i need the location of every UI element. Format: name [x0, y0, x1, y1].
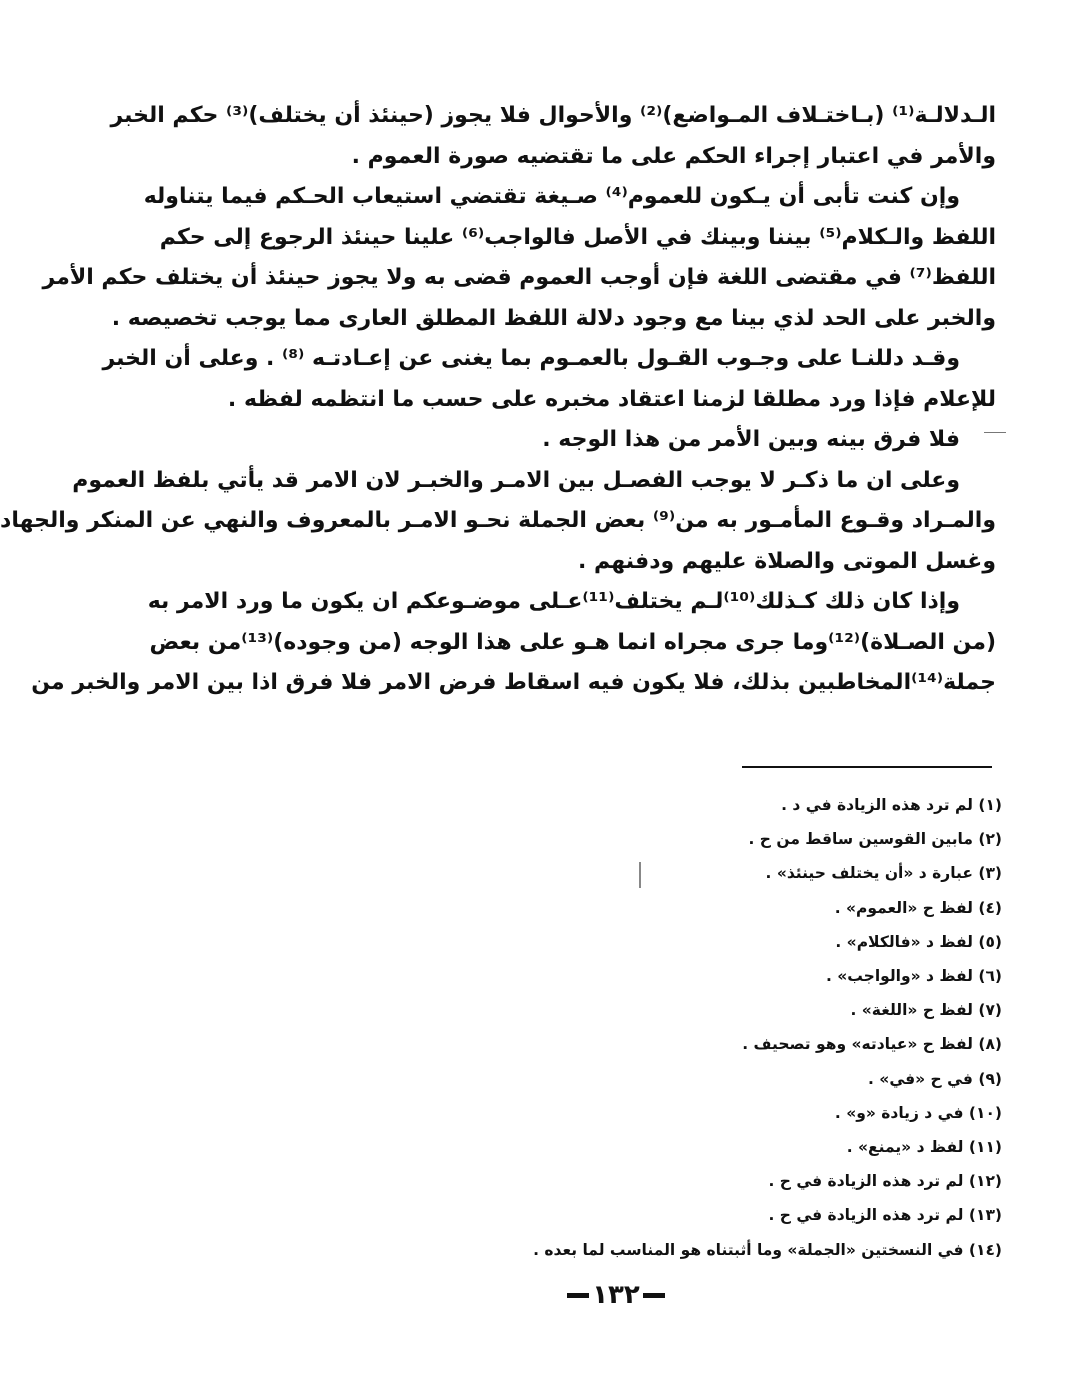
footnote-separator — [742, 766, 992, 768]
text-line: وإن كنت تأبى أن يـكون للعموم⁽⁴⁾ صـيغة تقتضي استيعاب الحـكم فيما يتناوله — [143, 184, 960, 209]
text-line: والخبر على الحد لذي بينا مع وجود دلالة اللفظ المطلق العارى مما يوجب تخصيصه . — [111, 305, 996, 331]
main-text-body — [0, 96, 996, 704]
footnote-item: (٦) لفظ د «والواجب» . — [825, 967, 1002, 986]
page-number-dash-right — [643, 1293, 665, 1298]
text-line: والمـراد وقـوع المأمـور به من⁽⁹⁾ بعض الجملة نحـو الامـر بالمعروف والنهي عن المنكر والجهاد — [0, 508, 996, 533]
text-line: والأمر في اعتبار إجراء الحكم على ما تقتضيه صورة العموم . — [351, 143, 996, 169]
footnote-item: (١) لم ترد هذه الزيادة في د . — [781, 796, 1002, 814]
text-line: الـدلالـة⁽¹⁾ (بـاختـلاف المـواضع)⁽²⁾ والأحوال فلا يجوز (حينئذ أن يختلف)⁽³⁾ حكم الخبر — [110, 103, 996, 128]
footnote-item: (٥) لفظ د «فالكلام» . — [835, 932, 1002, 951]
text-line: فلا فرق بينه وبين الأمر من هذا الوجه . — [542, 427, 960, 452]
text-line: وغسل الموتى والصلاة عليهم ودفنهم . — [578, 548, 996, 574]
footnote-item: (٩) في ح «في» . — [868, 1069, 1002, 1088]
page-number-value: ١٣٢ — [592, 1280, 640, 1310]
page-number — [546, 1280, 686, 1310]
footnote-item: (٤) لفظ ح «العموم» . — [834, 898, 1002, 917]
text-line: جملة⁽¹⁴⁾المخاطبين بذلك، فلا يكون فيه اسقاط فرض الامر فلا فرق اذا بين الامر والخبر من — [31, 670, 996, 695]
footnotes-list — [242, 788, 1002, 1267]
text-line: (من الصـلاة)⁽¹²⁾وما جرى مجراه انما هـو على هذا الوجه (من وجوده)⁽¹³⁾من بعض — [149, 629, 996, 655]
text-line: وعلى ان ما ذكـر لا يوجب الفصـل بين الامـر والخبـر لان الامر قد يأتي بلفظ العموم — [72, 467, 960, 493]
text-line: اللفظ والـكلام⁽⁵⁾ بيننا وبينك في الأصل فالواجب⁽⁶⁾ علينا حينئذ الرجوع إلى حكم — [159, 224, 996, 250]
footnote-item: (١٤) في النسختين «الجملة» وما أثبتناه هو المناسب لما بعده . — [533, 1240, 1002, 1259]
footnote-item: (٣) عبارة د «أن يختلف حينئذ» . — [765, 864, 1002, 883]
footnote-item: (١٢) لم ترد هذه الزيادة في ح . — [768, 1172, 1002, 1191]
text-line: وقـد دللنـا على وجـوب القـول بالعمـوم بما يغنى عن إعـادتـه ⁽⁸⁾ . وعلى أن الخبر — [102, 346, 960, 371]
footnote-item: (٧) لفظ ح «اللغة» . — [850, 1001, 1002, 1020]
margin-mark — [984, 432, 1006, 433]
page-number-dash-left — [567, 1293, 589, 1298]
footnote-item: (١٠) في د زيادة «و» . — [834, 1103, 1002, 1122]
footnote-item: (١١) لفظ د «يمنع» . — [846, 1138, 1002, 1157]
footnote-item: (٢) مابين القوسين ساقط من ح . — [748, 830, 1002, 849]
footnote-item: (١٣) لم ترد هذه الزيادة في ح . — [768, 1206, 1002, 1225]
text-line: اللفظ⁽⁷⁾ في مقتضى اللغة فإن أوجب العموم قضى به ولا يجوز حينئذ أن يختلف حكم الأمر — [42, 265, 996, 290]
text-line: للإعلام فإذا ورد مطلقا لزمنا اعتقاد مخبره على حسب ما انتظمه لفظه . — [227, 386, 996, 412]
footnote-item: (٨) لفظ ح «عيادته» وهو تصحيف . — [742, 1035, 1002, 1054]
text-line: وإذا كان ذلك كـذلك⁽¹⁰⁾لـم يختلف⁽¹¹⁾عـلى موضـوعكم ان يكون ما ورد الامر به — [147, 589, 960, 614]
